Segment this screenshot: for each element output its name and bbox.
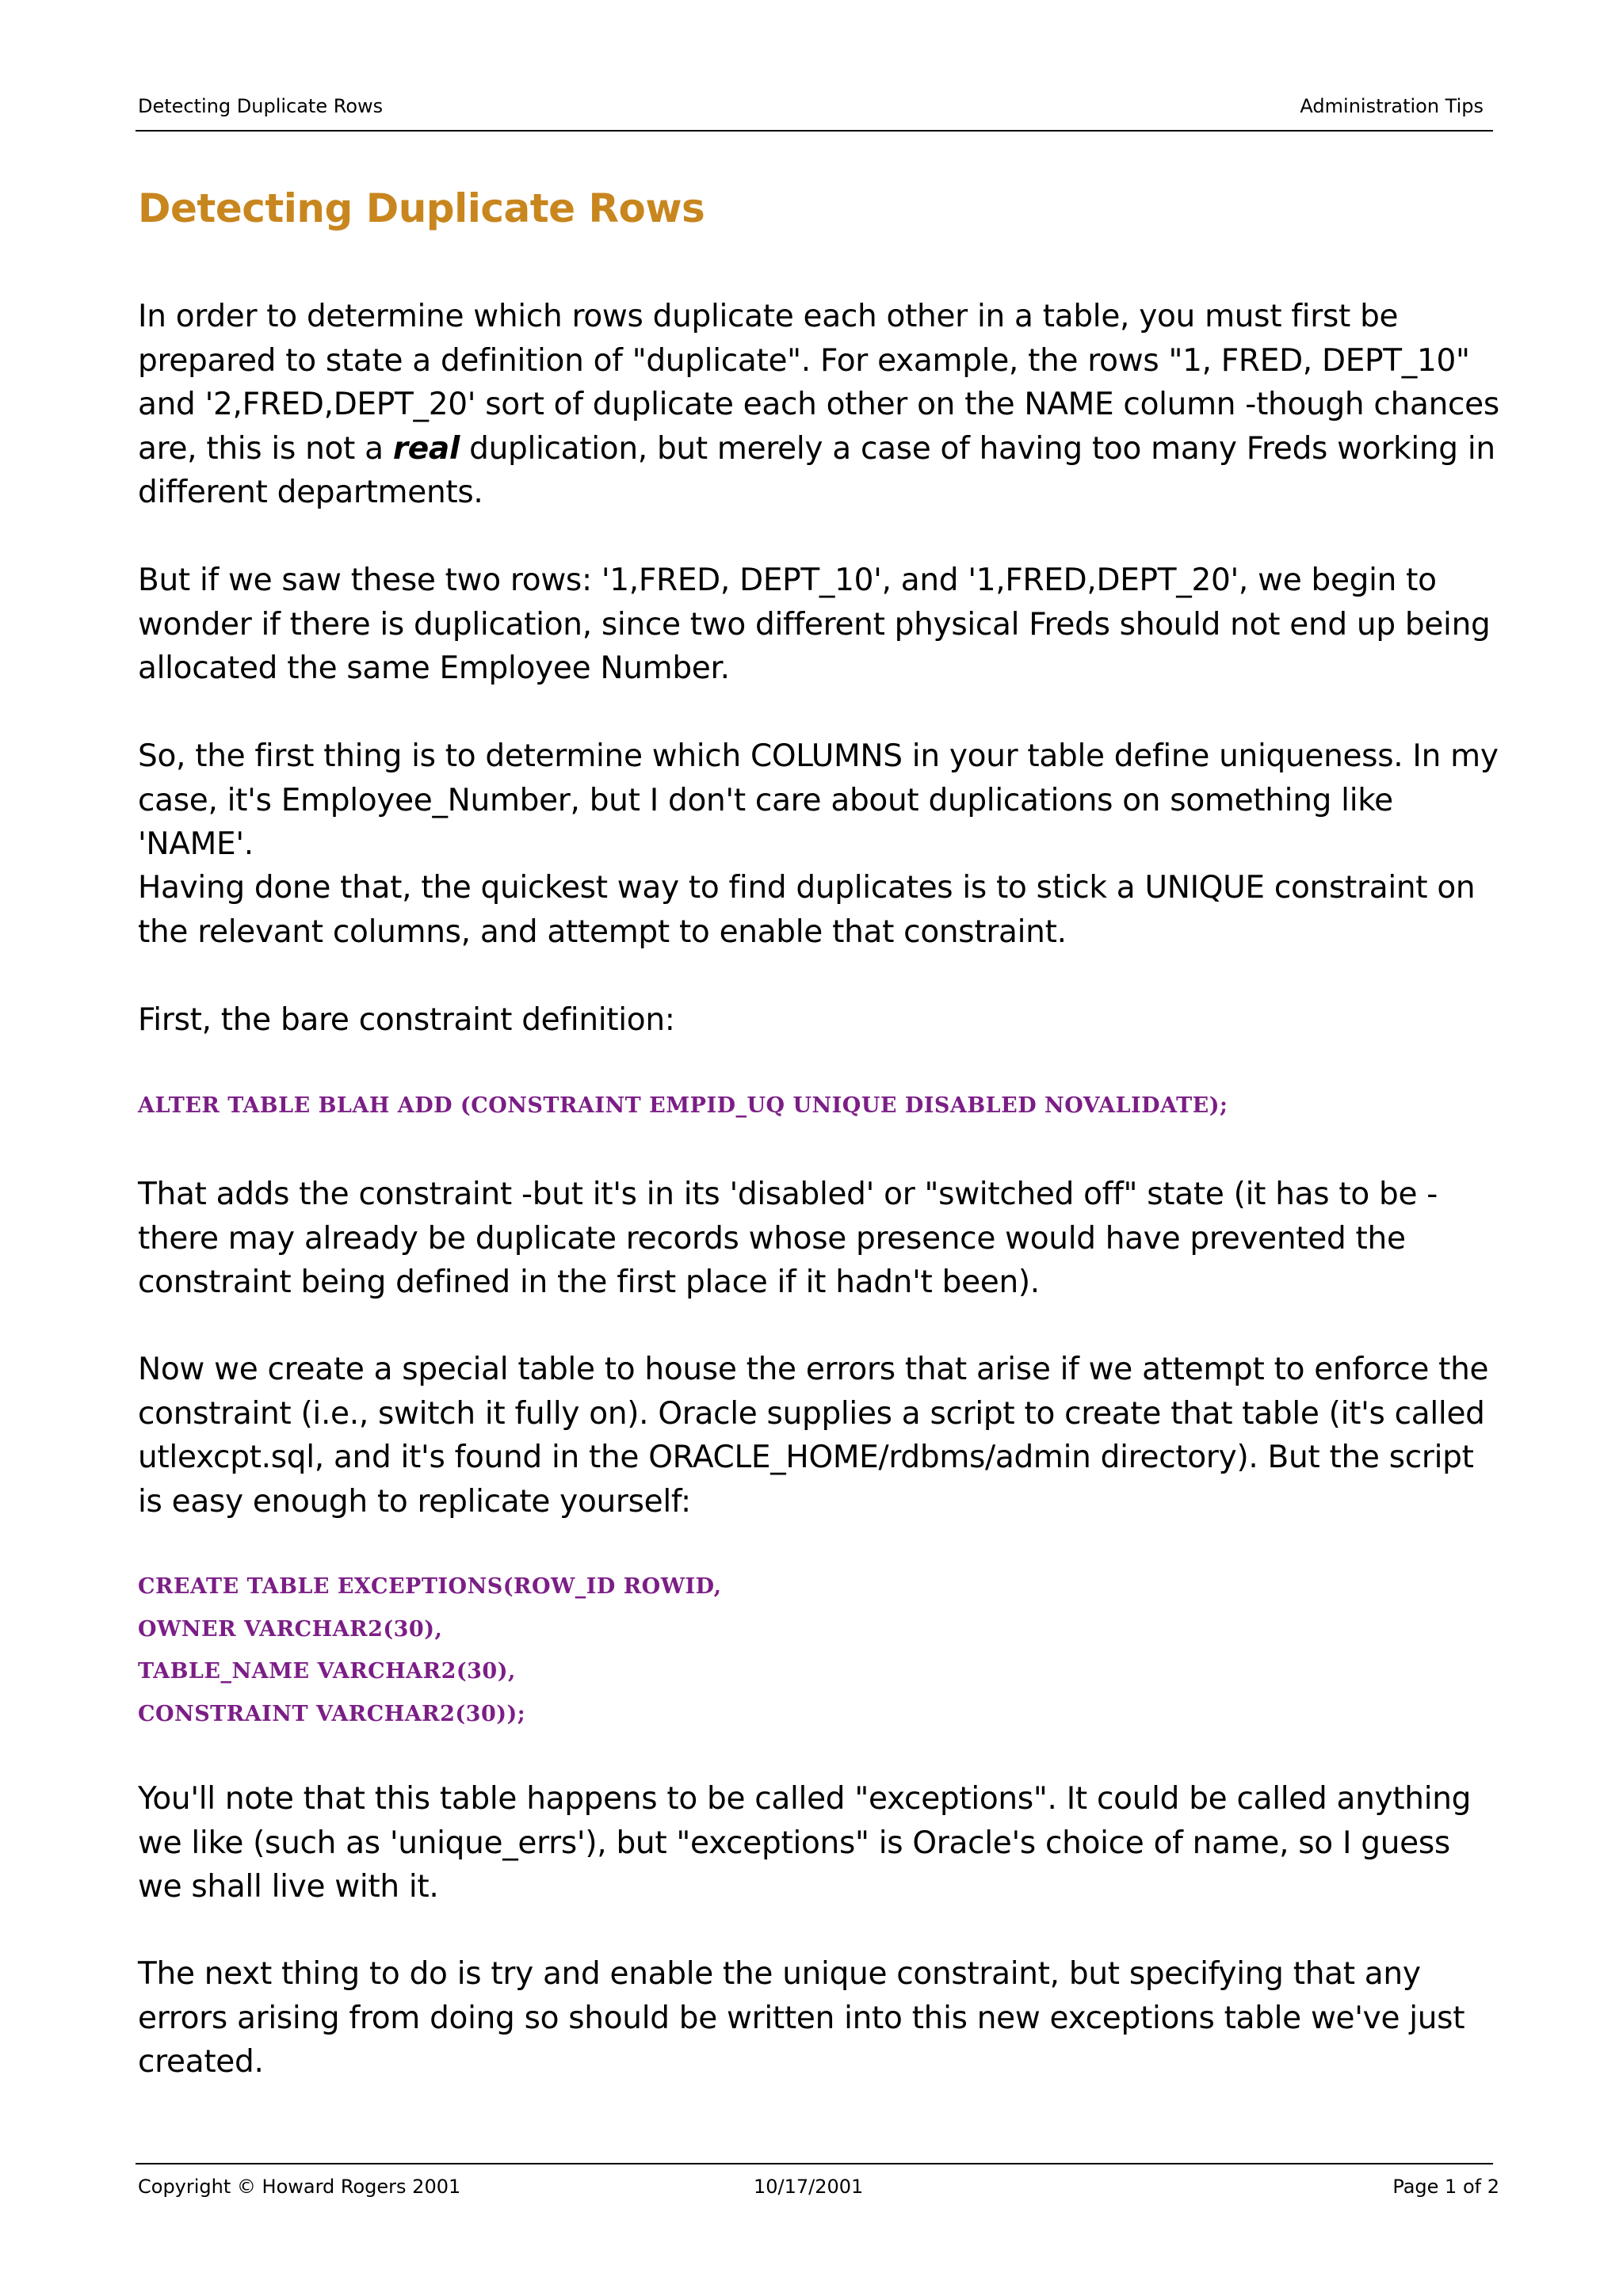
paragraph-columns: So, the first thing is to determine which COLUMNS in your table define uniqueness. In my case, it's Employee_Number, but I don't care about duplications on something like 'NAME'. [138, 738, 1499, 862]
emphasis-text: real [392, 430, 460, 467]
header-right-text: Administration Tips [1300, 95, 1484, 117]
footer-page-number: Page 1 of 2 [1392, 2176, 1499, 2198]
page-footer [136, 2163, 1499, 2198]
footer-date: 10/17/2001 [754, 2176, 864, 2198]
footer-copyright: Copyright © Howard Rogers 2001 [138, 2176, 461, 2198]
code-line: TABLE_NAME VARCHAR2(30), [138, 1659, 516, 1684]
page-title: Detecting Duplicate Rows [138, 185, 705, 231]
code-line: CONSTRAINT VARCHAR2(30)); [138, 1701, 526, 1726]
page-header [136, 95, 1493, 132]
paragraph-text: In order to determine which rows duplicate each other in a table, you must first be prepared to state a definition of "duplicate". For example, the rows "1, FRED, DEPT_10" and '2,FRED,DEPT_20' sort of duplicate each other on the NAME column -though chances are, this is not a [138, 299, 1499, 467]
code-create-table [138, 1566, 722, 1735]
code-alter-table: ALTER TABLE BLAH ADD (CONSTRAINT EMPID_UQ UNIQUE DISABLED NOVALIDATE); [138, 1093, 1228, 1118]
code-line: OWNER VARCHAR2(30), [138, 1616, 443, 1642]
paragraph-definition [138, 295, 1501, 515]
paragraph-bare-definition: First, the bare constraint definition: [138, 1002, 675, 1038]
paragraph-exceptions-table: Now we create a special table to house the errors that arise if we attempt to enforce the constraint (i.e., switch it fully on). Oracle supplies a script to create that table (it's called utlexcpt.sql, and it's found in the ORACLE_HOME/rdbms/admin directory). But the script is easy enough to replicate yourself: [138, 1352, 1489, 1520]
paragraph-duplication: But if we saw these two rows: '1,FRED, DEPT_10', and '1,FRED,DEPT_20', we begin to wonder if there is duplication, since two different physical Freds should not end up being allocated the same Employee Number. [138, 563, 1491, 686]
paragraph-exceptions-name: You'll note that this table happens to be called "exceptions". It could be called anything we like (such as 'unique_errs'), but "exceptions" is Oracle's choice of name, so I guess we shall live with it. [138, 1781, 1472, 1905]
paragraph-text: duplication, but merely a case of having too many Freds working in different departments. [138, 430, 1495, 510]
header-left-text: Detecting Duplicate Rows [138, 95, 384, 117]
paragraph-unique-constraint: Having done that, the quickest way to find duplicates is to stick a UNIQUE constraint on the relevant columns, and attempt to enable that constraint. [138, 870, 1476, 950]
code-line: CREATE TABLE EXCEPTIONS(ROW_ID ROWID, [138, 1574, 722, 1599]
paragraph-disabled-state: That adds the constraint -but it's in its 'disabled' or "switched off" state (it has to be -there may already be duplicate records whose presence would have prevented the constraint being defined in the first place if it hadn't been). [138, 1177, 1438, 1300]
paragraph-next-step: The next thing to do is try and enable the unique constraint, but specifying that any errors arising from doing so should be written into this new exceptions table we've just created. [138, 1956, 1465, 2080]
